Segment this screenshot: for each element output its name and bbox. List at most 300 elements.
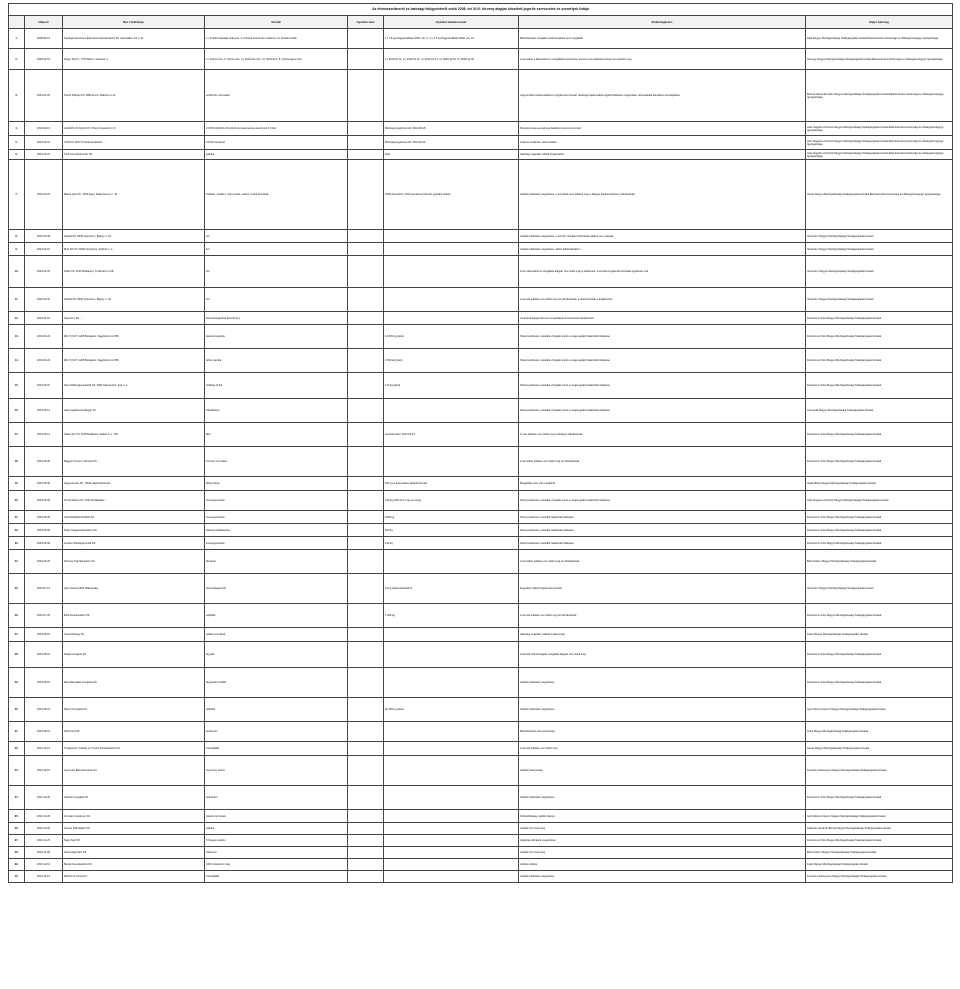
row-batch bbox=[384, 399, 519, 423]
row-authority: Zala Megyei Mezőgazdasági Szakigazgatási Hivatal Élelmiszerlánc-biztonsági és Állategészségügyi Igazgatósága bbox=[806, 29, 953, 49]
table-row bbox=[9, 70, 953, 122]
row-amount bbox=[348, 859, 384, 871]
row-product: Konzerv termékek bbox=[205, 447, 348, 477]
row-number: 23. bbox=[9, 537, 25, 550]
row-name: VÓD Kft. 8707 Pusztaszentlászló, ... bbox=[63, 136, 205, 150]
row-product: bor bbox=[205, 288, 348, 312]
row-date: 2010.08.16 bbox=[25, 628, 63, 642]
table-row bbox=[9, 859, 953, 871]
row-authority: Jász-Nagykun-Szolnok Megyei Mezőgazdasági Szakigazgatási Hivatal Élelmiszerlánc-biztonsági és Állategészségügyi Igazgatósága bbox=[806, 136, 953, 150]
row-amount bbox=[348, 423, 384, 447]
row-name: Perna Market Kft. 2011 Budakalász, ... bbox=[63, 491, 205, 511]
row-date: 2010.03.14 bbox=[25, 423, 63, 447]
row-product: 1.) Zsíros túró, 2.) Zsíros túró, 3.) Félzsíros túró, 4.) Tehéntúró, 5.) Zsírszegény túró bbox=[205, 49, 348, 70]
row-name: Mátrai Hús Kft., 3300 Eger, Deák Ferenc u. 34. bbox=[63, 160, 205, 230]
row-product: 1.) Füstölt hasaalja szalonna, 2.) Füstölt Kolozsvári szalonna, 3.) Füstölt csülök bbox=[205, 29, 348, 49]
row-number: 10. bbox=[9, 256, 25, 288]
row-product: Húsáru termékek bbox=[205, 810, 348, 823]
row-amount bbox=[348, 477, 384, 491]
row-number: 24. bbox=[9, 550, 25, 574]
table-row bbox=[9, 349, 953, 373]
row-number: 4. bbox=[9, 122, 25, 136]
row-name: MG Tri KFT. 1238 Budapest, Nagykőrösi út 355. bbox=[63, 325, 205, 349]
row-number: 12. bbox=[9, 312, 25, 325]
row-authority: Komárom-Esztergom Megyei Mezőgazdasági Szakigazgatási Hivatal bbox=[806, 756, 953, 786]
row-number: 32. bbox=[9, 742, 25, 756]
table-row bbox=[9, 604, 953, 628]
table-row bbox=[9, 756, 953, 786]
row-violation: Engedély nélküli forgalomba hozatal bbox=[519, 574, 806, 604]
row-name: Kormány Húsüzem Kft. bbox=[63, 810, 205, 823]
row-number: 15. bbox=[9, 373, 25, 399]
row-date: 2010.10.26 bbox=[25, 810, 63, 823]
row-amount bbox=[348, 537, 384, 550]
row-product: Brisk Kukac bbox=[205, 477, 348, 491]
row-authority: Heves Megyei Mezőgazdasági Szakigazgatási Hivatal bbox=[806, 742, 953, 756]
row-amount bbox=[348, 447, 384, 477]
row-batch: 1.) 7,8 kg Nagyaszállítás 2009. okt. 2.; 2.) 3,6 kg Nagyaszállítás 2009. okt. 10. bbox=[384, 29, 519, 49]
row-violation: Mikrobiológiai szennyezettség bbox=[519, 722, 806, 742]
table-row bbox=[9, 524, 953, 537]
table-row bbox=[9, 698, 953, 722]
row-date: 2010.06.29 bbox=[25, 550, 63, 574]
row-amount bbox=[348, 642, 384, 668]
table-row bbox=[9, 550, 953, 574]
row-number: 27. bbox=[9, 628, 25, 642]
row-date: 2010.06.09 bbox=[25, 477, 63, 491]
row-product: Méz bbox=[205, 423, 348, 447]
row-date: 2010.02.26 bbox=[25, 256, 63, 288]
table-row bbox=[9, 628, 953, 642]
row-batch: 2009 decemberi, 2010 januári és februári gyártási tételek bbox=[384, 160, 519, 230]
row-number: 16. bbox=[9, 399, 25, 423]
row-product: Tésztafélék bbox=[205, 742, 348, 756]
row-amount bbox=[348, 349, 384, 373]
row-name: Hegyszemén Kft., 5930 Hajdúszoboszló ... bbox=[63, 477, 205, 491]
row-batch: 190 kg bbox=[384, 537, 519, 550]
row-date: 2010.10.20 bbox=[25, 786, 63, 810]
row-number: 19. bbox=[9, 477, 25, 491]
row-number: 3. bbox=[9, 70, 25, 122]
row-violation: hatósági engedély nélküli forgalmazás bbox=[519, 150, 806, 160]
row-batch: 14,545 kg (tétel) bbox=[384, 325, 519, 349]
row-date: 2010.07.14 bbox=[25, 574, 63, 604]
row-batch bbox=[384, 550, 519, 574]
row-batch: 170 kg (tétel) bbox=[384, 373, 519, 399]
row-authority: Fővárosi és Pest Megyei Mezőgazdasági Szakigazgatási Hivatal bbox=[806, 373, 953, 399]
row-authority: Veszprém Megyei Mezőgazdasági Szakigazgatási Hivatal bbox=[806, 256, 953, 288]
row-number: 6. bbox=[9, 150, 25, 160]
table-row bbox=[9, 722, 953, 742]
row-authority: Fővárosi és Pest Megyei Mezőgazdasági Szakigazgatási Hivatal bbox=[806, 423, 953, 447]
row-authority: Fővárosi és Pest Megyei Mezőgazdasági Szakigazgatási Hivatal bbox=[806, 447, 953, 477]
row-date: 2010.02.16 bbox=[25, 243, 63, 256]
row-number: 9. bbox=[9, 243, 25, 256]
row-authority: Jász-Nagykun-Szolnok Megyei Mezőgazdasági Szakigazgatási Hivatal Élelmiszerlánc-biztonsági és Állategészségügyi Igazgatósága bbox=[806, 150, 953, 160]
table-row bbox=[9, 288, 953, 312]
row-name: Kiskunsági Méz Kft. bbox=[63, 847, 205, 859]
row-amount bbox=[348, 70, 384, 122]
table-row bbox=[9, 511, 953, 524]
row-amount bbox=[348, 160, 384, 230]
table-row bbox=[9, 786, 953, 810]
row-amount bbox=[348, 786, 384, 810]
row-violation: 6 literes címkézés, eltérő jelölés bbox=[519, 136, 806, 150]
row-authority: Győr-Moson-Sopron Megyei Mezőgazdasági Szakigazgatási Hivatal bbox=[806, 698, 953, 722]
row-authority: Csongrád Megyei Mezőgazdasági Szakigazgatási Hivatal bbox=[806, 399, 953, 423]
row-violation: Jelölési előírás bbox=[519, 859, 806, 871]
row-batch bbox=[384, 447, 519, 477]
row-batch: tétel bbox=[384, 150, 519, 160]
row-amount bbox=[348, 511, 384, 524]
table-row bbox=[9, 835, 953, 847]
row-batch bbox=[384, 756, 519, 786]
row-date: 2010.06.09 bbox=[25, 491, 63, 511]
row-batch bbox=[384, 859, 519, 871]
row-number: 29. bbox=[9, 668, 25, 698]
row-amount bbox=[348, 256, 384, 288]
row-date: 2010.10.19 bbox=[25, 756, 63, 786]
row-violation: Pseudomonas aeruginosa baktériummal szennyezett bbox=[519, 122, 806, 136]
row-date: 2010.12.13 bbox=[25, 871, 63, 883]
row-product: ásványvíz bbox=[205, 722, 348, 742]
row-product: COOP Almaecet bbox=[205, 136, 348, 150]
table-row bbox=[9, 136, 953, 150]
row-violation: Növényvédőszer-maradék vizsgálat során a megengedett határérték túllépése bbox=[519, 399, 806, 423]
row-name: Magyar Konzerv Termelő Kft. ... bbox=[63, 447, 205, 477]
row-number: 33. bbox=[9, 756, 25, 786]
table-row bbox=[9, 243, 953, 256]
table-row bbox=[9, 477, 953, 491]
row-name: Cardigan Húsüzem Élelmiszer-kereskedelmi Kft. Hajmáskér, Fő u. 31. bbox=[63, 29, 205, 49]
row-name: Nemes Pálinkaház Kft. bbox=[63, 823, 205, 835]
row-violation: Jelölési előírások megsértése bbox=[519, 786, 806, 810]
header-amount: Gyártási tétel bbox=[348, 16, 384, 29]
row-violation: A méz jelölése nem felelt meg a hatályos előírásoknak bbox=[519, 423, 806, 447]
row-product: zöldség (tétel) bbox=[205, 373, 348, 399]
row-authority: Fővárosi és Pest Megyei Mezőgazdasági Szakigazgatási Hivatal bbox=[806, 312, 953, 325]
row-authority: Tolna Megyei Mezőgazdasági Szakigazgatási Hivatal bbox=[806, 722, 953, 742]
row-name: Nalán Sor Kft. 1135 Budapest, Reitter F. u. 154. bbox=[63, 423, 205, 447]
row-violation: Az étrend-kiegészítő nem engedélyezett összetevőt tartalmazott bbox=[519, 312, 806, 325]
row-date: 2010.09.16 bbox=[25, 698, 63, 722]
row-date: 2010.12.10 bbox=[25, 859, 63, 871]
row-date: 2010.03.08 bbox=[25, 230, 63, 243]
row-authority: Fővárosi és Pest Megyei Mezőgazdasági Szakigazgatási Hivatal bbox=[806, 511, 953, 524]
row-violation: A termékek jelölése nem felelt meg az előírásoknak bbox=[519, 447, 806, 477]
row-name: Florimer Paprikamalom Kft. bbox=[63, 550, 205, 574]
row-product: pálinka bbox=[205, 150, 348, 160]
row-batch bbox=[384, 871, 519, 883]
row-date: 2010.06.09 bbox=[25, 524, 63, 537]
row-amount bbox=[348, 373, 384, 399]
row-number: 34. bbox=[9, 786, 25, 810]
row-number: 18. bbox=[9, 447, 25, 477]
table-row bbox=[9, 574, 953, 604]
row-date: 2010.02.15 bbox=[25, 136, 63, 150]
table-row bbox=[9, 256, 953, 288]
row-name: Vásárló Hungária Kft. bbox=[63, 786, 205, 810]
row-name: Spectrum Kft. ... bbox=[63, 312, 205, 325]
row-amount bbox=[348, 491, 384, 511]
row-batch bbox=[384, 835, 519, 847]
row-product: Akácméz bbox=[205, 847, 348, 859]
row-name: ALEXANDER WORLD Kft. bbox=[63, 511, 205, 524]
row-batch bbox=[384, 810, 519, 823]
row-amount bbox=[348, 628, 384, 642]
row-date: 2010.05.28 bbox=[25, 447, 63, 477]
row-name: Tóth Jenő Élelmiszer Kft. bbox=[63, 150, 205, 160]
header-authority: Eljáró hatóság bbox=[806, 16, 953, 29]
row-product: fagylalt bbox=[205, 642, 348, 668]
row-number: 40. bbox=[9, 871, 25, 883]
row-name: Szenti Pékség Kft. 3860 Encs, Rákóczi út 21. bbox=[63, 70, 205, 122]
row-amount bbox=[348, 325, 384, 349]
row-batch bbox=[384, 70, 519, 122]
row-product: étkezési paprika bbox=[205, 325, 348, 349]
row-batch: 440 kg (260 db 0,1 kg-os üveg) bbox=[384, 491, 519, 511]
row-product: pékáru termékek bbox=[205, 628, 348, 642]
row-date: 2010.06.09 bbox=[25, 537, 63, 550]
row-amount bbox=[348, 698, 384, 722]
row-amount bbox=[348, 399, 384, 423]
row-product: sajtfélék bbox=[205, 604, 348, 628]
row-batch bbox=[384, 312, 519, 325]
row-amount bbox=[348, 312, 384, 325]
row-batch: 1 000 kg bbox=[384, 604, 519, 628]
row-number: 38. bbox=[9, 847, 25, 859]
row-violation: A termékek jelölése nem felelt meg az előírásoknak bbox=[519, 550, 806, 574]
row-violation: Mikrobiológiai vizsgálat eredményeként nem megfelelő bbox=[519, 29, 806, 49]
row-violation: Növényvédőszer-maradék vizsgálat során a megengedett határérték túllépése bbox=[519, 325, 806, 349]
row-batch bbox=[384, 668, 519, 698]
row-date: 2010.06.09 bbox=[25, 511, 63, 524]
row-amount bbox=[348, 524, 384, 537]
row-product: ARCO étkezési virág bbox=[205, 859, 348, 871]
row-amount bbox=[348, 230, 384, 243]
row-number: 31. bbox=[9, 722, 25, 742]
row-product: szárazárú bbox=[205, 786, 348, 810]
row-date: 2010.02.15 bbox=[25, 150, 63, 160]
row-violation: Higiéniai előírások megsértése bbox=[519, 835, 806, 847]
table-row bbox=[9, 399, 953, 423]
row-violation: Jelölés nem felel meg bbox=[519, 847, 806, 859]
table-row bbox=[9, 642, 953, 668]
table-row bbox=[9, 810, 953, 823]
table-row bbox=[9, 312, 953, 325]
row-authority: Fővárosi és Pest Megyei Mezőgazdasági Szakigazgatási Hivatal bbox=[806, 325, 953, 349]
row-authority: Hajdú-Bihar Megyei Mezőgazdasági Szakigazgatási Hivatal bbox=[806, 477, 953, 491]
row-authority: Veszprém Megyei Mezőgazdasági Szakigazgatási Hivatal bbox=[806, 230, 953, 243]
row-authority: Somogy Megyei Mezőgazdasági Szakigazgatási Hivatal Élelmiszerlánc-biztonsági és Állategészségügyi Igazgatósága bbox=[806, 49, 953, 70]
row-amount bbox=[348, 550, 384, 574]
header-date: Időpont bbox=[25, 16, 63, 29]
row-name: Dolpa Hungária Kft. bbox=[63, 642, 205, 668]
row-batch: 1.) 2010.01.11, 2.) 2010.01.11, 3.) 2010.01.13, 4.) 2009.12.19, 5.) 2009.11.06 bbox=[384, 49, 519, 70]
row-authority: Fővárosi és Pest Megyei Mezőgazdasági Szakigazgatási Hivatal bbox=[806, 642, 953, 668]
row-amount bbox=[348, 150, 384, 160]
row-authority: Komárom-Esztergom Megyei Mezőgazdasági Szakigazgatási Hivatal bbox=[806, 871, 953, 883]
row-name: Keller Kft. 1022 Budapest, Törökvész út 28. bbox=[63, 256, 205, 288]
row-amount bbox=[348, 742, 384, 756]
row-batch bbox=[384, 742, 519, 756]
row-amount bbox=[348, 574, 384, 604]
row-name: Rauch Hungária Kft. bbox=[63, 698, 205, 722]
row-batch: 20 750 kg (tétel) bbox=[384, 698, 519, 722]
row-violation: Jelölés nem felel meg bbox=[519, 823, 806, 835]
table-row bbox=[9, 423, 953, 447]
row-name: Molnár és Társa Kft. bbox=[63, 871, 205, 883]
row-authority: Fővárosi és Pest Megyei Mezőgazdasági Szakigazgatási Hivatal bbox=[806, 349, 953, 373]
row-batch bbox=[384, 628, 519, 642]
row-violation: Jelölési előírások megsértése bbox=[519, 698, 806, 722]
row-amount bbox=[348, 29, 384, 49]
row-batch: 1 500 kg (tétel) bbox=[384, 349, 519, 373]
row-product: csemegeuborka bbox=[205, 491, 348, 511]
row-batch: Minőségmegőrzési idő: 2010.08.25. bbox=[384, 122, 519, 136]
row-product: csemegeuborka bbox=[205, 537, 348, 550]
row-product: bor bbox=[205, 256, 348, 288]
row-product: Tömeges pékáru bbox=[205, 835, 348, 847]
row-authority: Fővárosi és Pest Megyei Mezőgazdasági Szakigazgatási Hivatal bbox=[806, 537, 953, 550]
row-product: étrend-kiegészítő bbox=[205, 574, 348, 604]
row-batch bbox=[384, 847, 519, 859]
row-date: 2010.04.15 bbox=[25, 312, 63, 325]
row-violation: Növényvédőszer-maradék határérték túllépése bbox=[519, 537, 806, 550]
row-date: 2010.12.09 bbox=[25, 847, 63, 859]
row-number: 20. bbox=[9, 491, 25, 511]
row-date: 2010.08.16 bbox=[25, 668, 63, 698]
row-number: 21. bbox=[9, 511, 25, 524]
row-violation: A termék jelölése nem felelt meg bbox=[519, 742, 806, 756]
row-amount bbox=[348, 847, 384, 859]
row-number: 26. bbox=[9, 604, 25, 628]
row-number: 5. bbox=[9, 136, 25, 150]
row-violation: A termékek a laboratóriumi vizsgálatok eredménye szerint a termékjellemzőnek nem feleltek meg bbox=[519, 49, 806, 70]
table-row bbox=[9, 668, 953, 698]
table-row bbox=[9, 29, 953, 49]
row-batch bbox=[384, 256, 519, 288]
table-row bbox=[9, 823, 953, 835]
row-product: étkezési Zöldpaprika bbox=[205, 524, 348, 537]
row-violation: Jelölési hiányosság bbox=[519, 756, 806, 786]
row-batch: Minőségmegőrzési idő: 2011.09.20. bbox=[384, 136, 519, 150]
row-authority: Fővárosi és Pest Megyei Mezőgazdasági Szakigazgatási Hivatal bbox=[806, 835, 953, 847]
row-authority: Veszprém Megyei Mezőgazdasági Szakigazgatási Hivatal bbox=[806, 243, 953, 256]
row-number: 39. bbox=[9, 859, 25, 871]
header-violation: Kiválóságkezés bbox=[519, 16, 806, 29]
row-name: Dögei Tej Kft., 7570 Barcs, Vasutsor 4. bbox=[63, 49, 205, 70]
row-name: Bánáti Kereskedelmi Kft. bbox=[63, 859, 205, 871]
row-amount bbox=[348, 722, 384, 742]
row-number: 13. bbox=[9, 325, 25, 349]
row-amount bbox=[348, 871, 384, 883]
row-product: Paradicsom bbox=[205, 399, 348, 423]
document-title: Az élelmiszerláncról és hatósági felügyeletéről szóló 2008. évi XLVI. törvény alapján közzétett jogerős szervezetek és személyek listája bbox=[9, 4, 953, 16]
row-amount bbox=[348, 835, 384, 847]
row-name: Jakó Ingatlanvél Magyar Zrt. bbox=[63, 399, 205, 423]
row-amount bbox=[348, 810, 384, 823]
row-date: 2010.01.26 bbox=[25, 70, 63, 122]
row-authority: Bács-Kiskun Megyei Mezőgazdasági Szakigazgatási Hivatal bbox=[806, 847, 953, 859]
row-authority: Veszprém Megyei Mezőgazdasági Szakigazgatási Hivatal bbox=[806, 574, 953, 604]
row-product: sör bbox=[205, 230, 348, 243]
row-violation: Növényvédőszer-maradék vizsgálat során a megengedett határérték túllépése bbox=[519, 373, 806, 399]
header-name: Név / Székhelye bbox=[63, 16, 205, 29]
row-product: szőlőszörp termékek bbox=[205, 70, 348, 122]
row-date: 2010.10.13 bbox=[25, 742, 63, 756]
table-row bbox=[9, 742, 953, 756]
row-violation: Kolbászféleség, jelölés hiánya bbox=[519, 810, 806, 823]
row-product: fagyasztott halfilé bbox=[205, 668, 348, 698]
row-violation: A bor laboratóriumi vizsgálata alapján nem felelt meg a jelölésnek, a termék forgalomba hozatala jogellenes volt bbox=[519, 256, 806, 288]
row-product: Tésztafélék bbox=[205, 871, 348, 883]
row-date: 2009.09.13 bbox=[25, 29, 63, 49]
table-row bbox=[9, 49, 953, 70]
row-authority: Fejér Megyei Mezőgazdasági Szakigazgatási Hivatal bbox=[806, 859, 953, 871]
row-product: fehér paprika bbox=[205, 349, 348, 373]
header-product: Termék bbox=[205, 16, 348, 29]
row-authority: Jász-Nagykun-Szolnok Megyei Mezőgazdasági Szakigazgatási Hivatal Élelmiszerlánc-biztonsági és Állategészségügyi Igazgatósága bbox=[806, 122, 953, 136]
row-date: 2010.05.14 bbox=[25, 399, 63, 423]
row-batch bbox=[384, 823, 519, 835]
row-number: 2. bbox=[9, 49, 25, 70]
row-product: csemegeuborka bbox=[205, 511, 348, 524]
header-batch: Gyártási tételazonosító bbox=[384, 16, 519, 29]
row-date: 2010.07.29 bbox=[25, 604, 63, 628]
row-amount bbox=[348, 243, 384, 256]
row-product: Gyermely tészta bbox=[205, 756, 348, 786]
row-violation: Hatósági engedély nélküli tevékenység bbox=[519, 628, 806, 642]
document-table-container bbox=[8, 3, 952, 883]
table-row bbox=[9, 871, 953, 883]
row-authority: Fővárosi és Pest Megyei Mezőgazdasági Szakigazgatási Hivatal bbox=[806, 604, 953, 628]
row-authority: Bács-Kiskun Megyei Mezőgazdasági Szakigazgatási Hivatal bbox=[806, 550, 953, 574]
row-number: 1. bbox=[9, 29, 25, 49]
row-name: Csoni Pékség Kft. bbox=[63, 628, 205, 642]
row-number: 36. bbox=[9, 823, 25, 835]
row-name: Fialor Nagykereskedelmi Kft. bbox=[63, 524, 205, 537]
table-row bbox=[9, 230, 953, 243]
row-date: 2010.05.07 bbox=[25, 373, 63, 399]
row-name: ÉSA Kereskedelmi Kft. bbox=[63, 604, 205, 628]
row-number: 28. bbox=[9, 642, 25, 668]
row-amount bbox=[348, 668, 384, 698]
row-batch bbox=[384, 243, 519, 256]
table-row bbox=[9, 122, 953, 136]
row-name: Tüngelmann Sütöde és Tészta Kereskedelmi Kft. bbox=[63, 742, 205, 756]
row-name: Red Food Kft. bbox=[63, 722, 205, 742]
row-amount bbox=[348, 122, 384, 136]
row-batch bbox=[384, 230, 519, 243]
row-number: 17. bbox=[9, 423, 25, 447]
row-date: 2010.03.26 bbox=[25, 288, 63, 312]
row-batch bbox=[384, 288, 519, 312]
row-date: 2010.02.15 bbox=[25, 122, 63, 136]
row-amount bbox=[348, 604, 384, 628]
row-violation: Növényvédőszer-maradék vizsgálat során a megengedett határérték túllépése bbox=[519, 349, 806, 373]
row-violation: A termék mikrobiológiai vizsgálata alapján nem felelt meg bbox=[519, 642, 806, 668]
row-batch: 1800 kg bbox=[384, 511, 519, 524]
row-authority: Borsod-Abaúj-Zemplén Megyei Mezőgazdasági Szakigazgatási Hivatal Élelmiszerlánc-biztonsági és Állategészségügyi Igazgatósága bbox=[806, 70, 953, 122]
row-batch bbox=[384, 722, 519, 742]
row-date: 2010.04.22 bbox=[25, 349, 63, 373]
row-name: Mod Sör Kft. 8200 Veszprém, Radnóti u. 1. bbox=[63, 243, 205, 256]
row-product: Kolbász, szalámi, nyári turista, párizsi, hurka termékek bbox=[205, 160, 348, 230]
row-product: COOP AQUAPLUS AQUA szénsavmentes ásványvíz 0,5 liter bbox=[205, 122, 348, 136]
row-authority: Jász-Nagykun-Szolnok Megyei Mezőgazdasági Szakigazgatási Hivatal bbox=[806, 491, 953, 511]
row-name: MG Tri KFT. 1238 Budapest, Nagykőrösi út 355. bbox=[63, 349, 205, 373]
